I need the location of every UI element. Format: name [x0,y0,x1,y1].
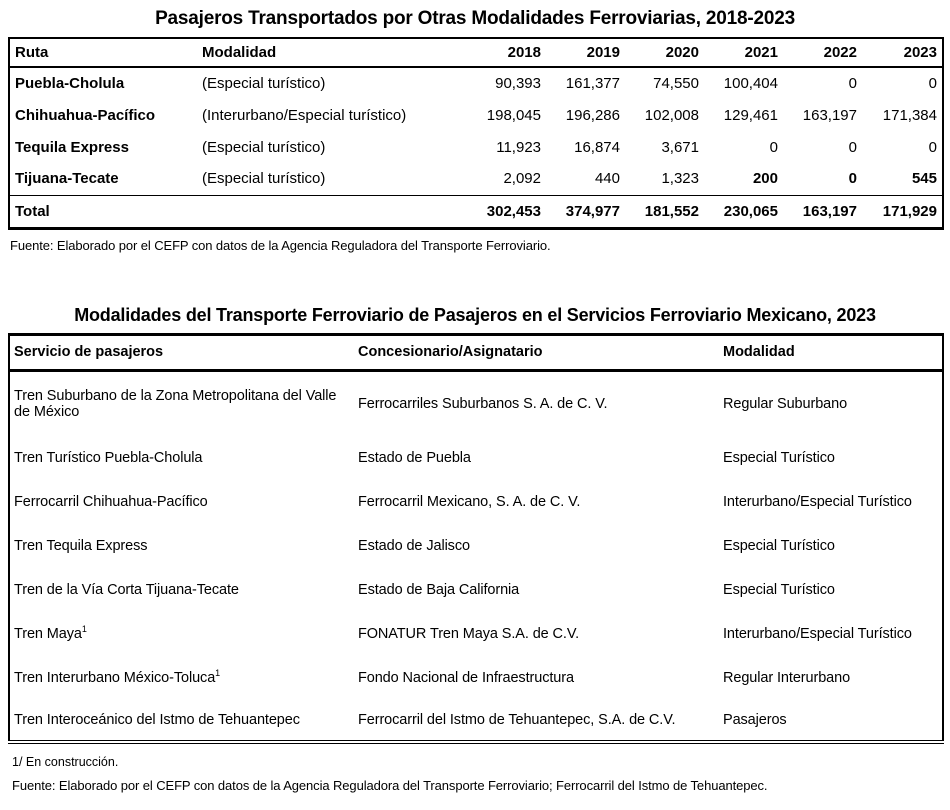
service-name-text: Tren Suburbano de la Zona Metropolitana del Valle de México [14,387,337,420]
service-name-text: Tren Interurbano México-Toluca [14,670,216,686]
modality: Especial Turístico [723,582,835,598]
service-name-text: Ferrocarril Chihuahua-Pacífico [14,494,208,510]
value-2021: 0 [769,138,778,156]
route-modality: (Especial turístico) [202,75,326,92]
table-row-tijuana-tecate [9,163,943,195]
modality: Pasajeros [723,712,787,728]
value-2023: 171,384 [882,106,937,124]
total-2020: 181,552 [644,202,699,220]
value-2020: 102,008 [644,106,699,124]
modality: Regular Suburbano [723,395,848,412]
modality: Interurbano/Especial Turístico [723,494,912,510]
table2-footnote: 1/ En construcción. [12,755,119,769]
table1-header-year-2019: 2019 [546,38,625,67]
table1-header-ruta: Ruta [9,38,197,67]
value-2019: 16,874 [574,138,620,156]
concessionaire: Estado de Baja California [358,582,520,598]
service-name [9,436,354,480]
concessionaire: Ferrocarril del Istmo de Tehuantepec, S.A. de C.V. [358,712,676,728]
total-2022: 163,197 [802,202,857,220]
route-modality: (Especial turístico) [202,138,326,156]
route-name: Chihuahua-Pacífico [15,106,156,124]
concessionaire: FONATUR Tren Maya S.A. de C.V. [358,626,580,642]
value-2023: 0 [928,138,937,156]
table-row-puebla-cholula [9,67,943,99]
service-name [9,612,354,656]
empty-cell [197,195,467,228]
table1-title: Pasajeros Transportados por Otras Modalidades Ferroviarias, 2018-2023 [155,8,795,29]
table1-header-year-2022: 2022 [783,38,862,67]
value-2018: 2,092 [503,170,541,188]
value-2018: 198,045 [486,106,541,124]
table1 [8,37,944,230]
value-2022: 0 [848,138,857,156]
route-name: Tijuana-Tecate [15,170,119,188]
concessionaire: Estado de Puebla [358,450,471,466]
route-modality: (Especial turístico) [202,170,326,188]
concessionaire: Ferrocarriles Suburbanos S. A. de C. V. [358,395,608,412]
service-name-text: Tren de la Vía Corta Tijuana-Tecate [14,582,239,598]
table2-header-row [9,334,943,370]
service-name-text: Tren Interoceánico del Istmo de Tehuantepec [14,712,300,728]
concessionaire: Estado de Jalisco [358,538,470,554]
table1-header-modalidad: Modalidad [197,38,467,67]
table-row-tren-turistico-puebla [9,436,943,480]
table1-header-year-2018: 2018 [467,38,546,67]
value-2018: 90,393 [495,75,541,92]
table-row-tren-interoceanico [9,700,943,742]
table2-title: Modalidades del Transporte Ferroviario de Pasajeros en el Servicios Ferroviario Mexicano, 2023 [74,304,876,325]
modality: Especial Turístico [723,538,835,554]
value-2022: 163,197 [802,106,857,124]
value-2020: 1,323 [661,170,699,188]
table1-header-year-2023: 2023 [862,38,943,67]
service-name [9,700,354,742]
total-2019: 374,977 [565,202,620,220]
service-name [9,370,354,436]
route-name: Puebla-Cholula [15,75,125,92]
concessionaire: Ferrocarril Mexicano, S. A. de C. V. [358,494,581,510]
value-2023: 545 [911,170,937,188]
route-name: Tequila Express [15,138,129,156]
service-name [9,568,354,612]
value-2021: 200 [752,170,778,188]
table1-header-year-2021: 2021 [704,38,783,67]
table2 [8,333,944,745]
table-row-tren-tequila [9,524,943,568]
table1-header-year-2020: 2020 [625,38,704,67]
table-row-total [9,195,943,228]
modality: Interurbano/Especial Turístico [723,626,912,642]
route-modality: (Interurbano/Especial turístico) [202,106,407,124]
footnote-marker: 1 [81,624,87,635]
footnote-marker: 1 [215,668,221,679]
table2-source-note: Fuente: Elaborado por el CEFP con datos de la Agencia Reguladora del Transporte Ferroviario; Ferrocarril del Istmo de Tehuantepec. [12,778,768,793]
value-2019: 161,377 [565,75,620,92]
table-row-tequila-express [9,131,943,163]
table2-header-servicio: Servicio de pasajeros [9,334,354,370]
value-2019: 440 [594,170,620,188]
table-row-tren-interurbano-toluca [9,656,943,700]
service-name [9,656,354,700]
table2-header-concesionario: Concesionario/Asignatario [354,334,719,370]
value-2018: 11,923 [496,138,541,156]
value-2021: 100,404 [723,75,778,92]
table1-header-row [9,38,943,67]
service-name-text: Tren Tequila Express [14,538,148,554]
total-label: Total [15,202,50,220]
service-name-text: Tren Maya [14,626,82,642]
service-name [9,480,354,524]
modality: Regular Interurbano [723,670,851,686]
value-2022: 0 [848,75,857,92]
modality: Especial Turístico [723,450,835,466]
value-2019: 196,286 [565,106,620,124]
concessionaire: Fondo Nacional de Infraestructura [358,670,574,686]
total-2021: 230,065 [723,202,778,220]
total-2023: 171,929 [882,202,937,220]
service-name-text: Tren Turístico Puebla-Cholula [14,450,203,466]
value-2023: 0 [928,75,937,92]
service-name [9,524,354,568]
table-row-chihuahua-pacifico [9,99,943,131]
value-2021: 129,461 [723,106,778,124]
table-row-tren-suburbano [9,370,943,436]
table1-source-note: Fuente: Elaborado por el CEFP con datos de la Agencia Reguladora del Transporte Ferroviario. [10,237,551,253]
table-row-via-corta-tijuana [9,568,943,612]
table-row-ferrocarril-chihuahua [9,480,943,524]
value-2020: 3,671 [661,138,699,156]
value-2022: 0 [848,170,857,188]
table2-header-modalidad: Modalidad [719,334,943,370]
table-row-tren-maya [9,612,943,656]
total-2018: 302,453 [486,202,541,220]
value-2020: 74,550 [653,75,699,92]
